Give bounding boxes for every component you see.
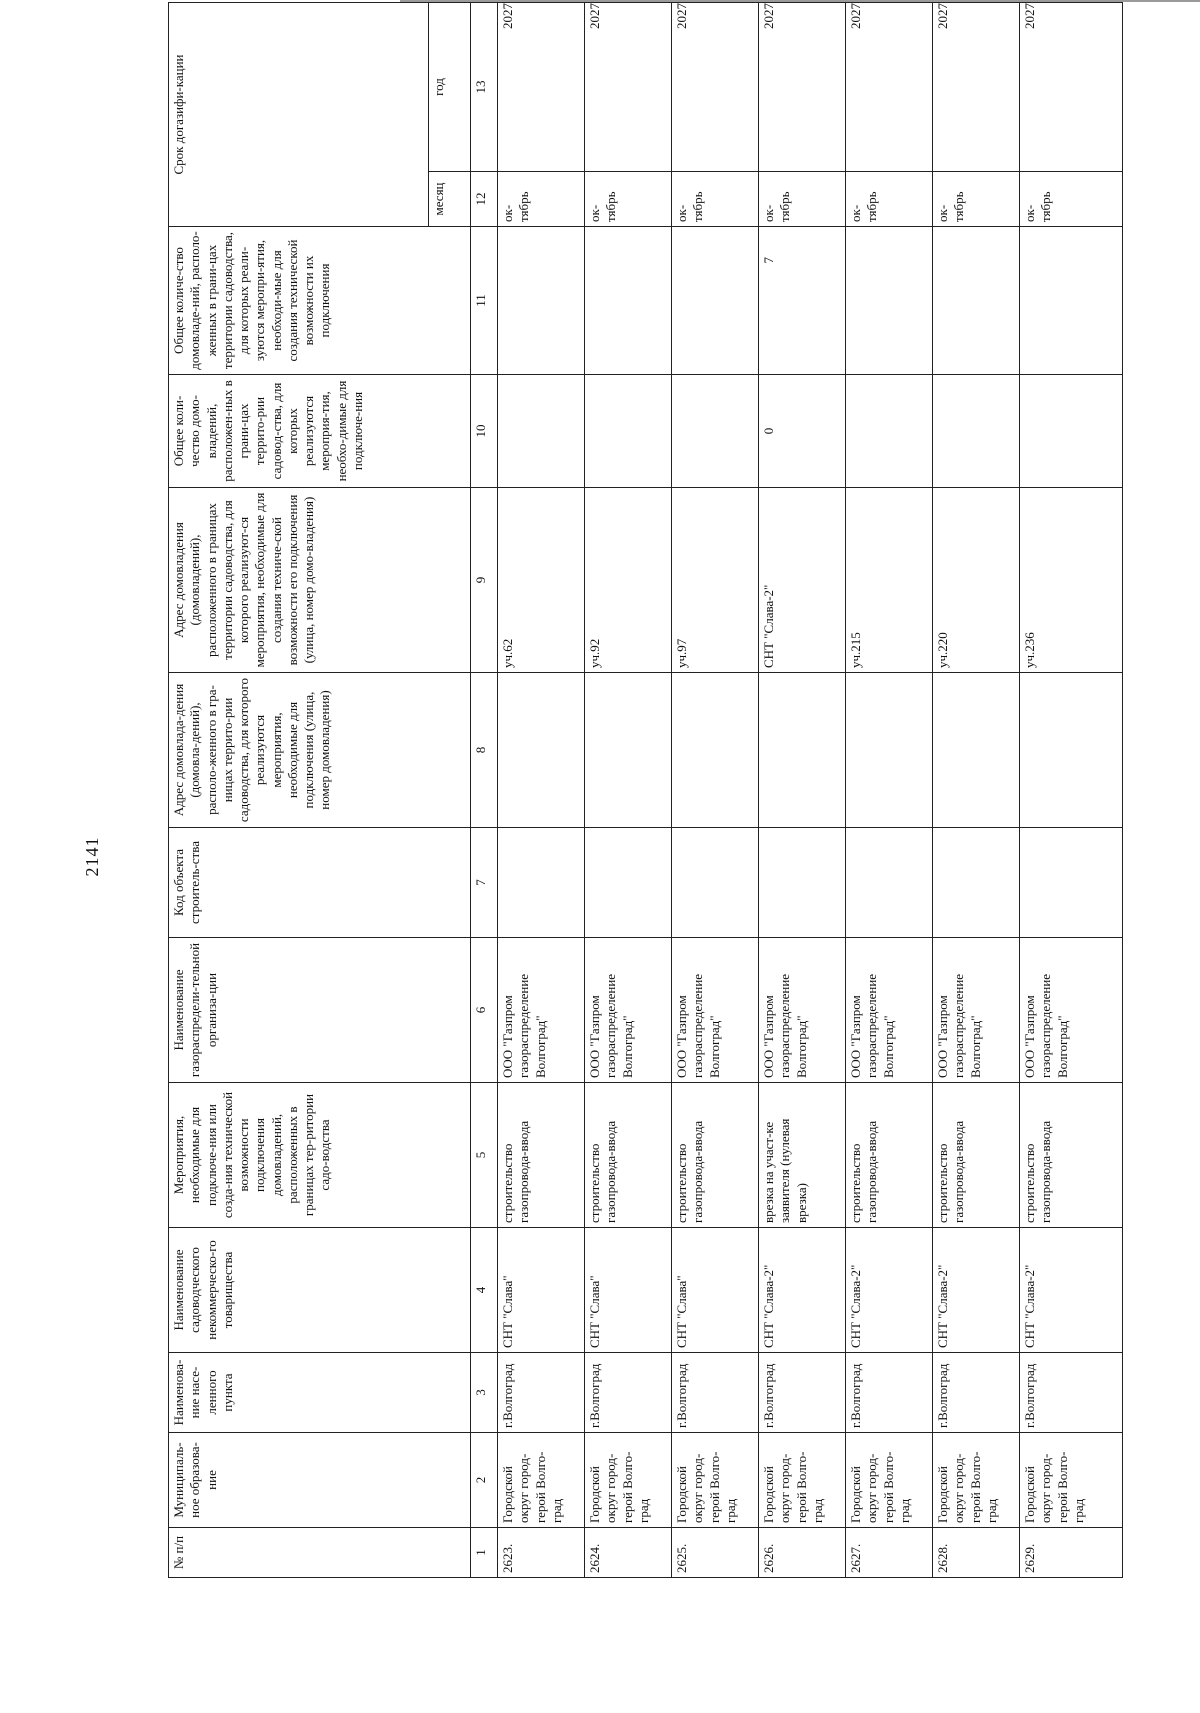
header-cell-5: Мероприятия, необходимые для подключе-ния или созда-ния технической возможности подключения домовладений, расположенных в границах тер-ритории садо-водства xyxy=(169,1083,471,1228)
header-cell-12: Срок догазифи-кации xyxy=(169,2,429,226)
object-code-cell xyxy=(498,828,585,938)
municipality-cell: Городской округ город-герой Волго-град xyxy=(846,1433,933,1528)
snt-cell: СНТ "Слава" xyxy=(498,1228,585,1353)
connection-address-cell xyxy=(759,673,846,828)
row-number: 2626. xyxy=(759,1528,846,1578)
organization-cell: ООО "Газпром газораспределение Волгоград" xyxy=(933,938,1020,1083)
month-cell: ок-тябрь xyxy=(585,172,672,227)
header-cell-year: год xyxy=(429,2,471,171)
header-cell-8: Адрес домовлада-дения (домовла-дений), располо-женного в гра-ницах террито-рии садоводства, для которого реализуются мероприятия, необходимые для подключения (улица, номер домовладения) xyxy=(169,673,471,828)
municipality-cell: Городской округ город-герой Волго-град xyxy=(585,1433,672,1528)
table-row xyxy=(846,2,933,1577)
tech-count-cell xyxy=(933,227,1020,375)
table-row xyxy=(759,2,846,1577)
header-row xyxy=(169,2,429,1577)
connection-address-cell xyxy=(933,673,1020,828)
organization-cell: ООО "Газпром газораспределение Волгоград" xyxy=(585,938,672,1083)
row-number: 2629. xyxy=(1020,1528,1123,1578)
col-number: 12 xyxy=(471,172,498,227)
tech-address-cell: уч.236 xyxy=(1020,488,1123,673)
col-number: 10 xyxy=(471,375,498,488)
month-cell: ок-тябрь xyxy=(933,172,1020,227)
measure-cell: строительство газопровода-ввода xyxy=(846,1083,933,1228)
year-cell: 2027 xyxy=(759,2,846,171)
tech-address-cell: уч.62 xyxy=(498,488,585,673)
connection-count-cell xyxy=(672,375,759,488)
object-code-cell xyxy=(585,828,672,938)
col-number: 2 xyxy=(471,1433,498,1528)
col-number: 13 xyxy=(471,2,498,171)
municipality-cell: Городской округ город-герой Волго-град xyxy=(498,1433,585,1528)
snt-cell: СНТ "Слава-2" xyxy=(759,1228,846,1353)
month-cell: ок-тябрь xyxy=(672,172,759,227)
settlement-cell: г.Волгоград xyxy=(672,1353,759,1433)
settlement-cell: г.Волгоград xyxy=(1020,1353,1123,1433)
object-code-cell xyxy=(933,828,1020,938)
object-code-cell xyxy=(846,828,933,938)
header-cell-month: месяц xyxy=(429,172,471,227)
settlement-cell: г.Волгоград xyxy=(498,1353,585,1433)
connection-count-cell xyxy=(585,375,672,488)
municipality-cell: Городской округ город-герой Волго-град xyxy=(933,1433,1020,1528)
measure-cell: строительство газопровода-ввода xyxy=(585,1083,672,1228)
connection-address-cell xyxy=(846,673,933,828)
organization-cell: ООО "Газпром газораспределение Волгоград" xyxy=(759,938,846,1083)
table-body xyxy=(498,2,1123,1577)
organization-cell: ООО "Газпром газораспределение Волгоград" xyxy=(1020,938,1123,1083)
table-row xyxy=(933,2,1020,1577)
col-number: 1 xyxy=(471,1528,498,1578)
header-cell-4: Наименование садоводческого некоммерческо-го товарищества xyxy=(169,1228,471,1353)
settlement-cell: г.Волгоград xyxy=(585,1353,672,1433)
header-cell-9: Адрес домовладения (домовладений), расположенного в границах территории садоводства, для которого реализуют-ся мероприятия, необходимые для создания техниче-ской возможности его подключения (улица, номер домо-владения) xyxy=(169,488,471,673)
year-cell: 2027 xyxy=(1020,2,1123,171)
object-code-cell xyxy=(672,828,759,938)
table-row xyxy=(498,2,585,1577)
measure-cell: строительство газопровода-ввода xyxy=(933,1083,1020,1228)
col-number: 6 xyxy=(471,938,498,1083)
year-cell: 2027 xyxy=(933,2,1020,171)
connection-count-cell xyxy=(1020,375,1123,488)
settlement-cell: г.Волгоград xyxy=(846,1353,933,1433)
tech-count-cell xyxy=(672,227,759,375)
tech-address-cell: СНТ "Слава-2" xyxy=(759,488,846,673)
connection-address-cell xyxy=(498,673,585,828)
header-cell-2: Муниципаль-ное образова-ние xyxy=(169,1433,471,1528)
row-number: 2623. xyxy=(498,1528,585,1578)
tech-count-cell xyxy=(846,227,933,375)
col-number: 4 xyxy=(471,1228,498,1353)
organization-cell: ООО "Газпром газораспределение Волгоград" xyxy=(672,938,759,1083)
tech-address-cell: уч.97 xyxy=(672,488,759,673)
header-cell-3: Наименова-ние насе-ленного пункта xyxy=(169,1353,471,1433)
snt-cell: СНТ "Слава-2" xyxy=(933,1228,1020,1353)
tech-count-cell xyxy=(585,227,672,375)
month-cell: ок-тябрь xyxy=(498,172,585,227)
month-cell: ок-тябрь xyxy=(1020,172,1123,227)
year-cell: 2027 xyxy=(498,2,585,171)
connection-count-cell xyxy=(846,375,933,488)
object-code-cell xyxy=(1020,828,1123,938)
year-cell: 2027 xyxy=(672,2,759,171)
settlement-cell: г.Волгоград xyxy=(933,1353,1020,1433)
header-cell-6: Наименование газораспредели-тельной организа-ции xyxy=(169,938,471,1083)
organization-cell: ООО "Газпром газораспределение Волгоград" xyxy=(498,938,585,1083)
table-row xyxy=(1020,2,1123,1577)
connection-count-cell xyxy=(498,375,585,488)
municipality-cell: Городской округ город-герой Волго-град xyxy=(672,1433,759,1528)
page-number: 2141 xyxy=(82,836,102,877)
table-row xyxy=(672,2,759,1577)
header-cell-10: Общее коли-чество домо-владений, расположен-ных в грани-цах террито-рии садовод-ства, для которых реализуются мероприя-тия, необхо-димые для подключе-ния xyxy=(169,375,471,488)
snt-cell: СНТ "Слава" xyxy=(585,1228,672,1353)
connection-count-cell xyxy=(933,375,1020,488)
row-number: 2625. xyxy=(672,1528,759,1578)
col-number: 11 xyxy=(471,227,498,375)
connection-address-cell xyxy=(585,673,672,828)
measure-cell: строительство газопровода-ввода xyxy=(498,1083,585,1228)
tech-count-cell: 7 xyxy=(759,227,846,375)
column-number-row xyxy=(471,2,498,1577)
tech-count-cell xyxy=(1020,227,1123,375)
col-number: 5 xyxy=(471,1083,498,1228)
settlement-cell: г.Волгоград xyxy=(759,1353,846,1433)
col-number: 7 xyxy=(471,828,498,938)
measure-cell: строительство газопровода-ввода xyxy=(1020,1083,1123,1228)
header-cell-11: Общее количе-ство домовладе-ний, располо-женных в грани-цах территории садоводства, для которых реали-зуются меропри-ятия, необходи-мые для создания технической возможности их подключения xyxy=(169,227,471,375)
snt-cell: СНТ "Слава-2" xyxy=(1020,1228,1123,1353)
header-cell-1: № п/п xyxy=(169,1528,471,1578)
col-number: 9 xyxy=(471,488,498,673)
col-number: 8 xyxy=(471,673,498,828)
year-cell: 2027 xyxy=(585,2,672,171)
row-number: 2624. xyxy=(585,1528,672,1578)
organization-cell: ООО "Газпром газораспределение Волгоград" xyxy=(846,938,933,1083)
row-number: 2627. xyxy=(846,1528,933,1578)
month-cell: ок-тябрь xyxy=(846,172,933,227)
header-cell-7: Код объекта строитель-ства xyxy=(169,828,471,938)
snt-cell: СНТ "Слава-2" xyxy=(846,1228,933,1353)
tech-address-cell: уч.215 xyxy=(846,488,933,673)
municipality-cell: Городской округ город-герой Волго-град xyxy=(1020,1433,1123,1528)
gasification-table xyxy=(168,2,1123,1578)
tech-address-cell: уч.92 xyxy=(585,488,672,673)
row-number: 2628. xyxy=(933,1528,1020,1578)
year-cell: 2027 xyxy=(846,2,933,171)
measure-cell: врезка на участ-ке заявителя (нулевая врезка) xyxy=(759,1083,846,1228)
connection-count-cell: 0 xyxy=(759,375,846,488)
col-number: 3 xyxy=(471,1353,498,1433)
municipality-cell: Городской округ город-герой Волго-град xyxy=(759,1433,846,1528)
snt-cell: СНТ "Слава" xyxy=(672,1228,759,1353)
measure-cell: строительство газопровода-ввода xyxy=(672,1083,759,1228)
object-code-cell xyxy=(759,828,846,938)
tech-address-cell: уч.220 xyxy=(933,488,1020,673)
month-cell: ок-тябрь xyxy=(759,172,846,227)
tech-count-cell xyxy=(498,227,585,375)
table-row xyxy=(585,2,672,1577)
connection-address-cell xyxy=(672,673,759,828)
connection-address-cell xyxy=(1020,673,1123,828)
